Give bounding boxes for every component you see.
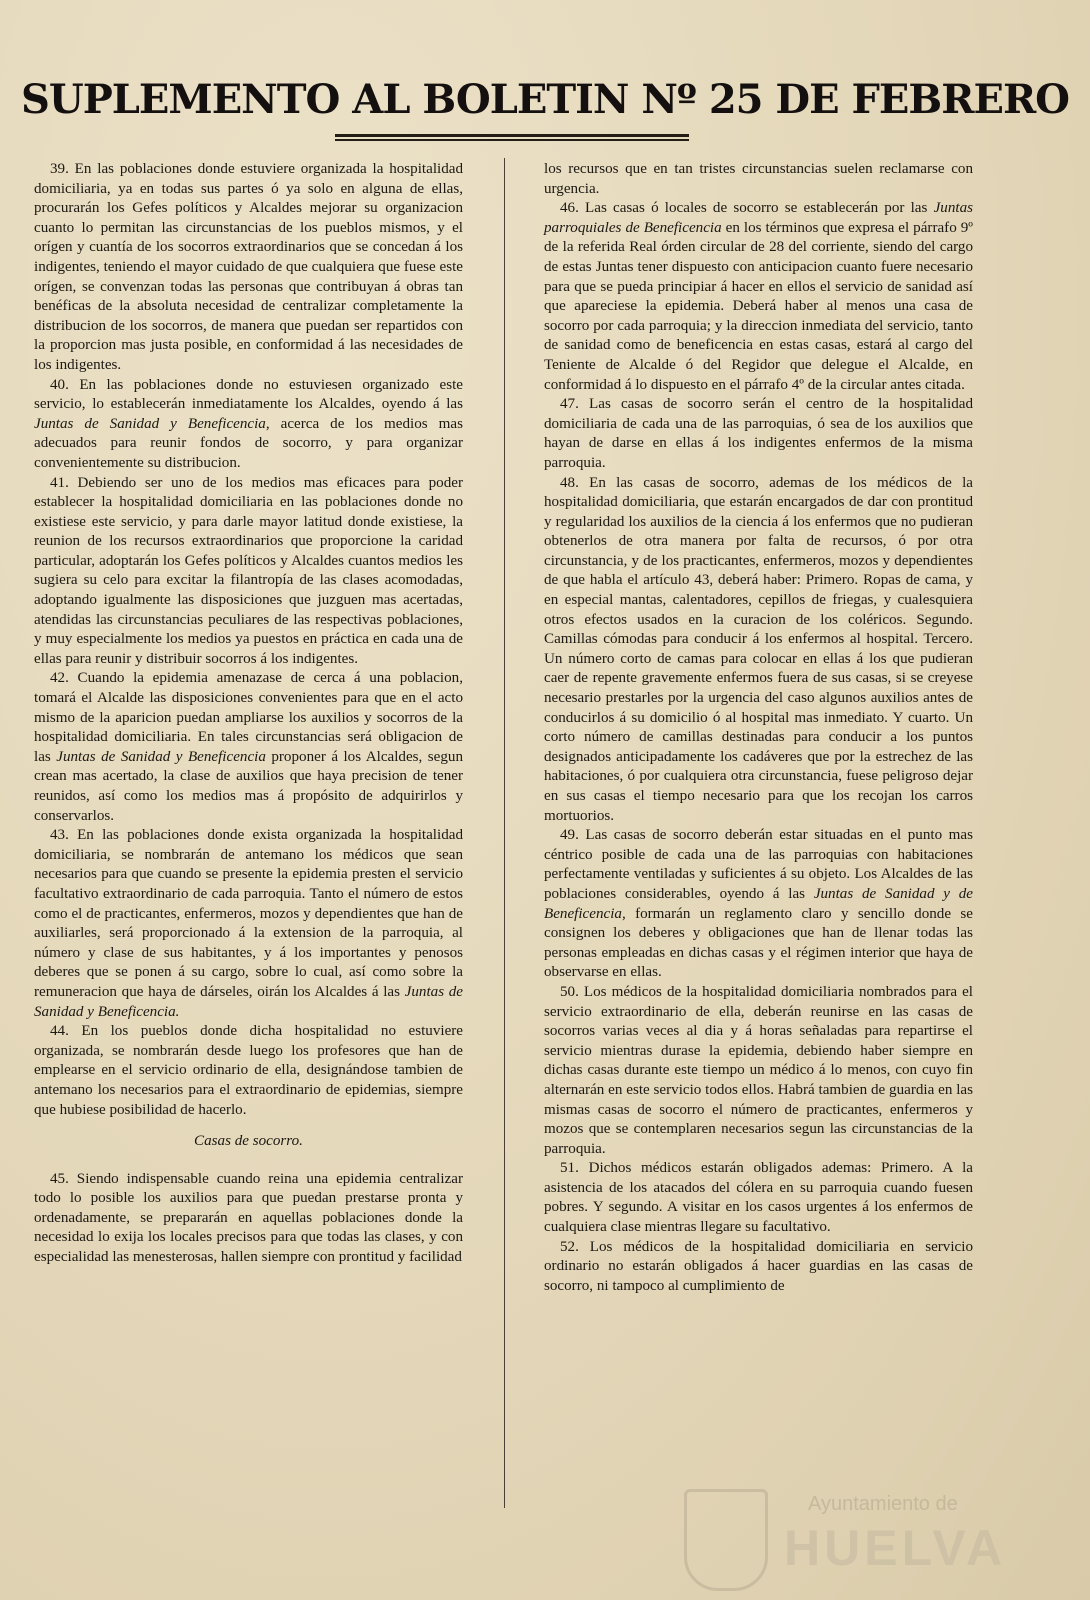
article-44: 44. En los pueblos donde dicha hospitalidad no estuviere organizada, se nombrarán desde luego los profesores que han de emplearse en el servicio ordinario de ella, designándose tambien de antemano los necesarios para el extraordinario de epidemias, siempre que hubiese posibilidad de hacerlo. (34, 1023, 463, 1118)
watermark (684, 1483, 1014, 1593)
article-49-emphasis: Juntas de Sanidad y de Beneficencia, (544, 885, 973, 922)
title-rule-thin (335, 139, 689, 141)
column-divider (504, 158, 505, 1508)
article-46-text-b: en los términos que expresa el párrafo 9º de la referida Real órden circular de 28 del corriente, siendo del cargo de estas Juntas tener dispuesto con anticipacion cuanto fuere necesario para que se pueda principiar á hacer en ellos el servicio de sanidad así que apareciese la epidemia. Deberá haber al menos una casa de socorro por cada parroquia; y la direccion inmediata del servicio, tanto de sanidad como de beneficencia en estas casas, estará al cargo del Teniente de Alcalde ó del Regidor que delegue el Alcalde, en conformidad á lo dispuesto en el párrafo 4º de la circular antes citada. (544, 219, 973, 393)
article-47: 47. Las casas de socorro serán el centro de la hospitalidad domiciliaria de cada una de las parroquias, ó sea de los auxilios que hayan de darse en ellas á los indigentes enfermos de la misma parroquia. (544, 396, 973, 471)
article-40-text-b: acerca de los medios mas adecuados para reunir fondos de socorro, y para organizar convenientemente su distribucion. (34, 415, 463, 471)
article-42-text-a: 42. Cuando la epidemia amenazase de cerca á una poblacion, tomará el Alcalde las disposiciones convenientes para que en el acto mismo de la aparicion puedan ampliarse los auxilios y socorros de la hospitalidad domiciliaria. En tales circunstancias será obligacion de las (34, 670, 463, 765)
article-39: 39. En las poblaciones donde estuviere organizada la hospitalidad domiciliaria, ya en todas sus partes ó ya solo en alguna de ellas, procurarán los Gefes políticos y Alcaldes mejorar su organizacion cuanto lo permitan las circunstancias de los pueblos mismos, y el orígen y cuantía de los socorros extraordinarios que se concedan á los indigentes, teniendo el mayor cuidado de que cualquiera que fuese este orígen, se convenzan todas las personas que contribuyan á obras tan benéficas de la absoluta necesidad de centralizar completamente la distribucion de los socorros, de manera que puedan ser repartidos con la proporcion mas justa posible, en conformidad á las necesidades de los indigentes. (34, 161, 463, 373)
article-40-text-a: En las poblaciones donde no estuviesen organizado este servicio, lo establecerán inmediatamente los Alcaldes, oyendo á las (34, 376, 464, 413)
article-49 (544, 826, 973, 983)
article-49-text-a: 49. Las casas de socorro deberán estar situadas en el punto mas céntrico posible de cada una de las parroquias con habitaciones perfectamente ventiladas y suficientes á su objeto. Los Alcaldes de las poblaciones considerables, oyendo á las (544, 827, 973, 902)
article-48: 48. En las casas de socorro, ademas de los médicos de la hospitalidad domiciliaria, que estarán encargados de dar con prontitud y regularidad los auxilios de la ciencia á los enfermos que no pudieran obtenerlos de otra manera por falta de recursos, ó por otra circunstancia, y de los practicantes, enfermeros, mozos y dependientes de que habla el artículo 43, deberá haber: Primero. Ropas de cama, y en especial mantas, calentadores, cepillos de friegas, y cualesquiera otros efectos usados en la curacion de los coléricos. Segundo. Camillas cómodas para conducir á los enfermos al hospital. Tercero. Un número corto de camas para colocar en ellas á los que pudieran caer de repente gravemente enfermos fuera de sus casas, si se creyese necesario prestarles por la urgencia del caso algunos auxilios antes de conducirlos á su domicilio ó al hospital mas inmediato. Y cuarto. Un corto número de camillas destinadas para conducir a los puntos designados anticipadamente los cadáveres que por la estrechez de las habitaciones, ó por cualquiera otra circunstancia, fuese peligroso dejar en sus casas el tiempo necesario para que los recojan los carros mortuorios. (544, 474, 973, 824)
watermark-line1: Ayuntamiento de (808, 1493, 958, 1515)
article-45: 45. Siendo indispensable cuando reina una epidemia centralizar todo lo posible los auxilios para que puedan prestarse pronta y ordenadamente, se prepararán en aquellas poblaciones donde la necesidad lo exija los locales precisos para que todas las clases, y con especialidad las menesterosas, hallen siempre con prontitud y facilidad (34, 1170, 463, 1266)
article-40 (34, 376, 463, 474)
article-46-emphasis: Juntas parroquiales de Beneficencia (544, 200, 973, 236)
left-column (34, 160, 463, 1268)
shield-icon (684, 1489, 768, 1591)
article-40-number: 40. (50, 376, 69, 393)
article-40-emphasis: Juntas de Sanidad y Beneficencia, (34, 415, 270, 432)
section-heading: Casas de socorro. (194, 1133, 303, 1150)
article-49-text-b: formarán un reglamento claro y sencillo donde se consignen los deberes y obligaciones que han de llenar todas las personas empleadas en dichas casas y el régimen interior que haya de observarse en ellas. (544, 905, 973, 981)
title-rule-thick (335, 134, 689, 137)
article-45-continued: los recursos que en tan tristes circunstancias suelen reclamarse con urgencia. (544, 161, 973, 197)
article-43-emphasis: Juntas de Sanidad y Beneficencia. (34, 983, 463, 1020)
article-42-text-b: proponer á los Alcaldes, segun crean mas acertado, la clase de auxilios que haya precision de tener reunidos, así como los medios mas á propósito de adquirirlos y conservarlos. (34, 748, 463, 824)
article-43 (34, 826, 463, 1022)
article-41: 41. Debiendo ser uno de los medios mas eficaces para poder establecer la hospitalidad domiciliaria en las poblaciones donde no existiese este servicio, y para darle mayor latitud donde existiese, la reunion de los recursos extraordinarios que proporcione la caridad particular, adoptarán los Gefes políticos y Alcaldes cuantos medios les sugiera su celo para excitar la filantropía de las clases acomodadas, adoptando igualmente las disposiciones que juzguen mas acertadas, atendidas las circunstancias peculiares de las respectivas poblaciones, y muy especialmente los medios ya puestos en práctica en cada una de ellas para reunir y distribuir socorros á los indigentes. (34, 474, 463, 667)
article-46-text-a: 46. Las casas ó locales de socorro se establecerán por las (560, 200, 928, 217)
page-title: SUPLEMENTO AL BOLETIN Nº 25 DE FEBRERO (20, 76, 1070, 123)
article-51: 51. Dichos médicos estarán obligados ademas: Primero. A la asistencia de los atacados del cólera en su parroquia cuando fuesen pobres. Y segundo. A visitar en los casos urgentes á los enfermos de cualquiera clase mientras llegare su facultativo. (544, 1160, 973, 1236)
article-42-emphasis: Juntas de Sanidad y Beneficencia (56, 748, 266, 765)
article-42 (34, 669, 463, 826)
article-50: 50. Los médicos de la hospitalidad domiciliaria nombrados para el servicio extraordinario de ella, deberán reunirse en las casas de socorros varias veces al dia y á horas señaladas para repartirse el servicio mientras durase la epidemia, debiendo haber siempre en dichas casas durante este tiempo un médico á lo menos, con cuyo fin alternarán en este servicio todos ellos. Habrá tambien de guardia en las mismas casas de socorro el número de practicantes, enfermeros y mozos que se contemplaren necesarios segun las circunstancias de la parroquia. (544, 983, 973, 1157)
article-43-text-a: 43. En las poblaciones donde exista organizada la hospitalidad domiciliaria, se nombrarán de antemano los médicos que sean necesarios para que cuando se presente la epidemia presten el servicio facultativo extraordinario de cada parroquia. Tanto el número de estos como el de practicantes, enfermeros, mozos y dependientes que han de auxiliarles, será proporcionado á la extension de la parroquia, al número y clase de sus habitantes, y á los importantes y penosos deberes que se ponen á su cargo, sobre lo cual, así como sobre la remuneracion que haya de dárseles, oirán los Alcaldes á las (34, 827, 463, 1000)
right-column (544, 160, 973, 1296)
article-46 (544, 199, 973, 395)
watermark-line2: HUELVA (784, 1520, 1007, 1576)
article-52: 52. Los médicos de la hospitalidad domiciliaria en servicio ordinario no estarán obligados á hacer guardias en las casas de socorro, ni tampoco al cumplimiento de (544, 1238, 973, 1294)
